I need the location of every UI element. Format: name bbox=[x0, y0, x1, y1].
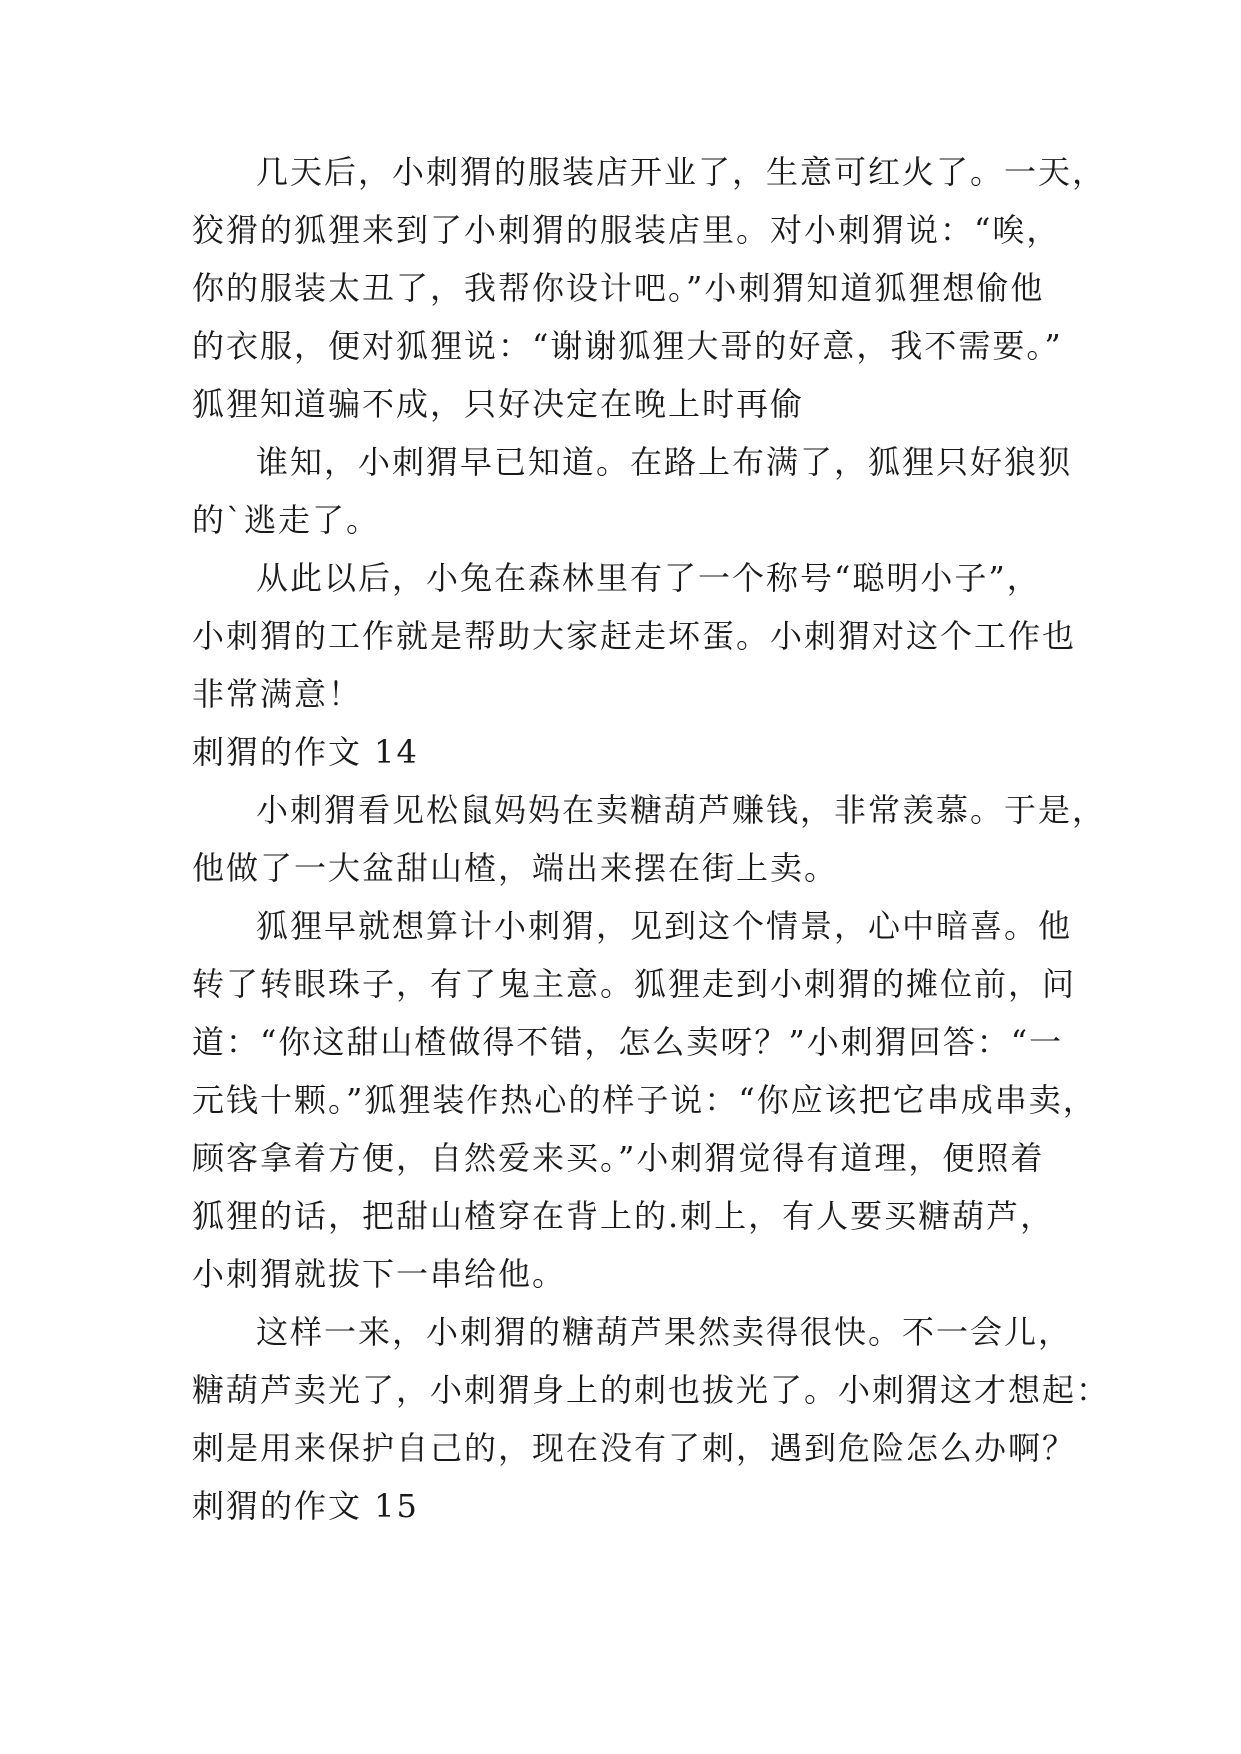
text-line: 小刺猬的工作就是帮助大家赶走坏蛋。小刺猬对这个工作也 bbox=[192, 617, 1077, 655]
text-line: 元钱十颗。”狐狸装作热心的样子说：“你应该把它串成串卖， bbox=[192, 1081, 1097, 1119]
text-line: 从此以后，小兔在森林里有了一个称号“聪明小子”， bbox=[256, 559, 1041, 597]
text-line: 你的服装太丑了，我帮你设计吧。”小刺猬知道狐狸想偷他 bbox=[192, 269, 1045, 307]
text-line: 小刺猬就拔下一串给他。 bbox=[192, 1255, 567, 1293]
text-line: 这样一来，小刺猬的糖葫芦果然卖得很快。不一会儿， bbox=[256, 1313, 1073, 1351]
text-line: 几天后，小刺猬的服装店开业了，生意可红火了。一天， bbox=[256, 153, 1107, 191]
text-line: 他做了一大盆甜山楂，端出来摆在街上卖。 bbox=[192, 849, 839, 887]
text-line: 狐狸的话，把甜山楂穿在背上的.刺上，有人要买糖葫芦， bbox=[192, 1197, 1055, 1235]
text-line: 的`逃走了。 bbox=[192, 501, 381, 539]
text-line: 谁知，小刺猬早已知道。在路上布满了，狐狸只好狼狈 bbox=[256, 443, 1073, 481]
section-heading: 刺猬的作文 14 bbox=[192, 733, 419, 771]
text-line: 道：“你这甜山楂做得不错，怎么卖呀？”小刺猬回答：“一 bbox=[192, 1023, 1064, 1061]
text-line: 狐狸早就想算计小刺猬，见到这个情景，心中暗喜。他 bbox=[256, 907, 1073, 945]
text-line: 小刺猬看见松鼠妈妈在卖糖葫芦赚钱，非常羡慕。于是， bbox=[256, 791, 1107, 829]
text-line: 非常满意！ bbox=[192, 675, 363, 713]
text-line: 转了转眼珠子，有了鬼主意。狐狸走到小刺猬的摊位前，问 bbox=[192, 965, 1077, 1003]
text-line: 的衣服，便对狐狸说：“谢谢狐狸大哥的好意，我不需要。” bbox=[192, 327, 1063, 365]
text-line: 顾客拿着方便，自然爱来买。”小刺猬觉得有道理，便照着 bbox=[192, 1139, 1045, 1177]
text-line: 狡猾的狐狸来到了小刺猬的服装店里。对小刺猬说：“唉， bbox=[192, 211, 1061, 249]
text-line: 糖葫芦卖光了，小刺猬身上的刺也拔光了。小刺猬这才想起： bbox=[192, 1371, 1111, 1409]
text-line: 刺是用来保护自己的，现在没有了刺，遇到危险怎么办啊？ bbox=[192, 1429, 1077, 1467]
section-heading: 刺猬的作文 15 bbox=[192, 1487, 419, 1525]
text-line: 狐狸知道骗不成，只好决定在晚上时再偷 bbox=[192, 385, 805, 423]
